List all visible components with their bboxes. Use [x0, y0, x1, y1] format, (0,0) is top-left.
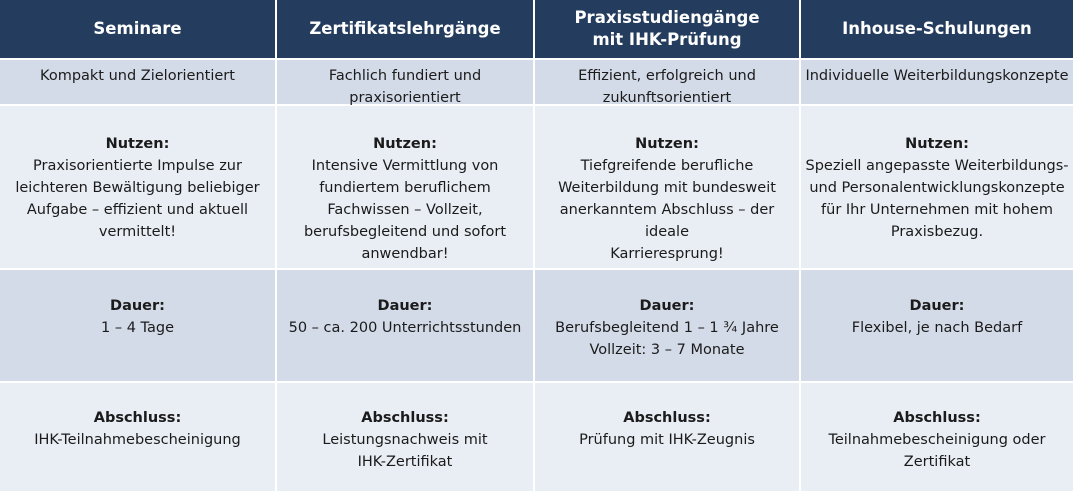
certificate-cell [0, 383, 277, 493]
tagline-cell [801, 60, 1073, 106]
benefit-label: Nutzen: [105, 136, 170, 152]
certificate-label: Abschluss: [623, 410, 711, 426]
tagline-text: Effizient, erfolgreich und zukunftsorientiert [578, 68, 756, 106]
header-zertifikatslehrgaenge [277, 0, 535, 60]
header-seminare [0, 0, 277, 60]
benefit-label: Nutzen: [905, 136, 969, 152]
tagline-cell [0, 60, 277, 106]
duration-text: Flexibel, je nach Bedarf [851, 320, 1023, 336]
duration-label: Dauer: [377, 298, 433, 314]
certificate-label: Abschluss: [93, 410, 182, 426]
benefit-text: Intensive Vermittlung von fundiertem beruflichem Fachwissen – Vollzeit, berufsbegleitend und sofort anwendbar! [303, 158, 507, 262]
certificate-cell [535, 383, 801, 493]
benefit-text: Tiefgreifende berufliche Weiterbildung mit bundesweit anerkanntem Abschluss – der ideale Karrieresprung! [558, 158, 776, 262]
benefit-cell [535, 106, 801, 270]
duration-cell [535, 270, 801, 383]
certificate-text: Prüfung mit IHK-Zeugnis [579, 432, 755, 448]
duration-text: 1 – 4 Tage [101, 320, 174, 336]
duration-label: Dauer: [909, 298, 965, 314]
header-text-line-2: mit IHK-Prüfung [592, 30, 742, 49]
duration-text: Berufsbegleitend 1 – 1 ¾ Jahre Vollzeit: 3 – 7 Monate [555, 320, 779, 358]
benefit-label: Nutzen: [635, 136, 699, 152]
benefit-label: Nutzen: [373, 136, 437, 152]
duration-cell [801, 270, 1073, 383]
duration-label: Dauer: [110, 298, 165, 314]
tagline-cell [277, 60, 535, 106]
header-text: Seminare [93, 19, 182, 38]
certificate-text: IHK-Teilnahmebescheinigung [34, 432, 241, 448]
certificate-text: Teilnahmebescheinigung oder Zertifikat [828, 432, 1046, 470]
header-praxisstudiengaenge [535, 0, 801, 60]
duration-text: 50 – ca. 200 Unterrichtsstunden [288, 320, 522, 336]
tagline-text: Kompakt und Zielorientiert [40, 68, 235, 84]
certificate-cell [277, 383, 535, 493]
tagline-text: Individuelle Weiterbildungskonzepte [805, 68, 1069, 84]
header-text: Inhouse-Schulungen [842, 19, 1032, 38]
benefit-cell [801, 106, 1073, 270]
certificate-text: Leistungsnachweis mit IHK-Zertifikat [322, 432, 488, 470]
certificate-label: Abschluss: [361, 410, 449, 426]
tagline-text: Fachlich fundiert und praxisorientiert [328, 68, 482, 106]
benefit-cell [0, 106, 277, 270]
duration-cell [277, 270, 535, 383]
certificate-cell [801, 383, 1073, 493]
benefit-text: Praxisorientierte Impulse zur leichteren Bewältigung beliebiger Aufgabe – effizient und aktuell vermittelt! [15, 158, 260, 240]
duration-cell [0, 270, 277, 383]
duration-label: Dauer: [639, 298, 695, 314]
header-inhouse-schulungen [801, 0, 1073, 60]
benefit-cell [277, 106, 535, 270]
benefit-text: Speziell angepasste Weiterbildungs- und Personalentwicklungskonzepte für Ihr Unternehmen mit hohem Praxisbezug. [805, 158, 1069, 240]
tagline-cell [535, 60, 801, 106]
certificate-label: Abschluss: [893, 410, 981, 426]
header-text: Zertifikatslehrgänge [309, 19, 501, 38]
header-text-line-1: Praxisstudiengänge [574, 8, 760, 27]
